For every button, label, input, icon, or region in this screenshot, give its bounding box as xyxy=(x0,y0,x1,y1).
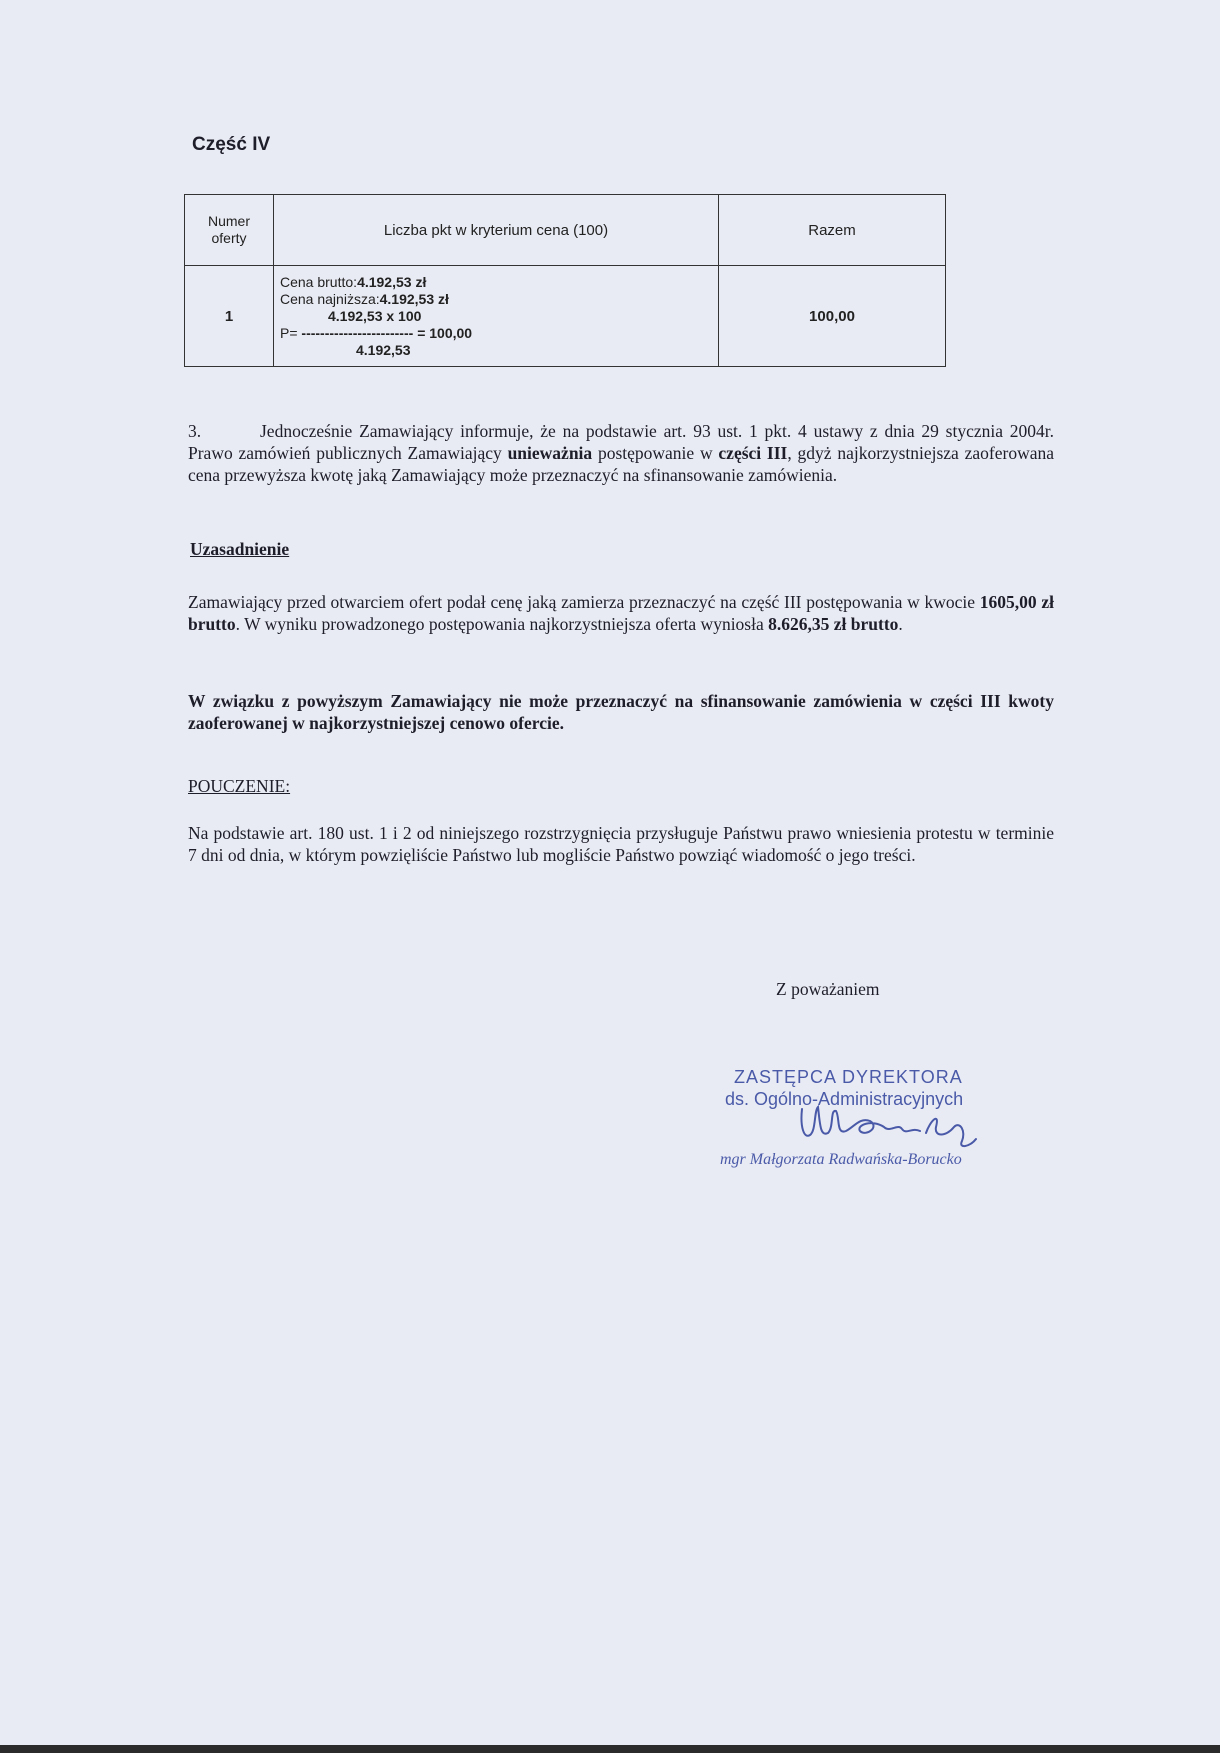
lowest-price-value: 4.192,53 zł xyxy=(379,290,449,307)
instruction-heading: POUCZENIE: xyxy=(188,776,291,796)
closing-salutation: Z poważaniem xyxy=(776,979,880,999)
gross-price-value: 4.192,53 zł xyxy=(357,273,427,290)
table-header-row xyxy=(185,195,946,266)
justification-text-a: Zamawiający przed otwarciem ofert podał cenę jaką zamierza przeznaczyć na część III postępowania w kwocie xyxy=(188,592,980,612)
justification-heading: Uzasadnienie xyxy=(190,539,290,559)
justification-paragraph xyxy=(188,591,1054,635)
header-total: Razem xyxy=(719,195,946,266)
conclusion-paragraph: W związku z powyższym Zamawiający nie może przeznaczyć na sfinansowanie zamówienia w części III kwoty zaoferowanej w najkorzystniejszej cenowo ofercie. xyxy=(188,691,1054,733)
formula-fraction-bar: ------------------------ xyxy=(301,324,414,341)
total-points: 100,00 xyxy=(719,266,946,367)
scan-edge-bar xyxy=(0,1745,1220,1753)
formula-numerator: 4.192,53 x 100 xyxy=(328,307,422,324)
paragraph-3-text-c: , gdyż najkorzystniejsza zaoferowana cena przewyższa kwotę jaką Zamawiający może przeznaczyć na sfinansowanie zamówienia. xyxy=(188,443,1054,485)
justification-bold-b: 8.626,35 zł brutto xyxy=(768,614,899,634)
formula-result: = 100,00 xyxy=(417,324,473,341)
stamp-department: ds. Ogólno-Administracyjnych xyxy=(725,1089,964,1109)
paragraph-3-bold-b: części III xyxy=(718,443,788,463)
formula-p-label: P= xyxy=(280,324,298,341)
instruction-paragraph: Na podstawie art. 180 ust. 1 i 2 od niniejszego rozstrzygnięcia przysługuje Państwu prawo wniesienia protestu w terminie 7 dni od dnia, w którym powzięliście Państwo lub mogliście Państwo powziąć wiadomość o jego treści. xyxy=(188,823,1054,865)
justification-bold-a: 1605,00 zł brutto xyxy=(188,592,1054,634)
paragraph-3-text-a: Jednocześnie Zamawiający informuje, że na podstawie art. 93 ust. 1 pkt. 4 ustawy z dnia 29 stycznia 2004r. Prawo zamówień publicznych Zamawiający xyxy=(188,421,1054,463)
justification-text-c: . xyxy=(898,614,903,634)
gross-price-label: Cena brutto: xyxy=(280,273,358,290)
price-calculation xyxy=(274,266,719,367)
paragraph-3-text-b: postępowanie w xyxy=(592,443,719,463)
lowest-price-label: Cena najniższa: xyxy=(280,290,380,307)
table-row xyxy=(185,266,946,367)
header-offer-number: Numer oferty xyxy=(185,195,274,266)
header-price-criterion: Liczba pkt w kryterium cena (100) xyxy=(274,195,719,266)
paragraph-3-bold-a: unieważnia xyxy=(507,443,593,463)
section-title: Część IV xyxy=(192,134,271,155)
lowest-price-line xyxy=(280,291,712,308)
handwritten-signature xyxy=(790,1097,990,1157)
paragraph-3 xyxy=(188,420,1054,486)
stamp-signatory: mgr Małgorzata Radwańska-Borucko xyxy=(720,1151,962,1168)
formula-denominator: 4.192,53 xyxy=(356,341,411,358)
offer-number: 1 xyxy=(185,266,274,367)
results-table xyxy=(184,194,946,367)
stamp-title: ZASTĘPCA DYREKTORA xyxy=(734,1067,963,1087)
paragraph-number: 3. xyxy=(188,421,202,441)
official-stamp xyxy=(720,1067,1010,1182)
gross-price-line xyxy=(280,274,712,291)
justification-text-b: . W wyniku prowadzonego postępowania najkorzystniejsza oferta wyniosła xyxy=(235,614,769,634)
formula-line xyxy=(280,325,712,342)
